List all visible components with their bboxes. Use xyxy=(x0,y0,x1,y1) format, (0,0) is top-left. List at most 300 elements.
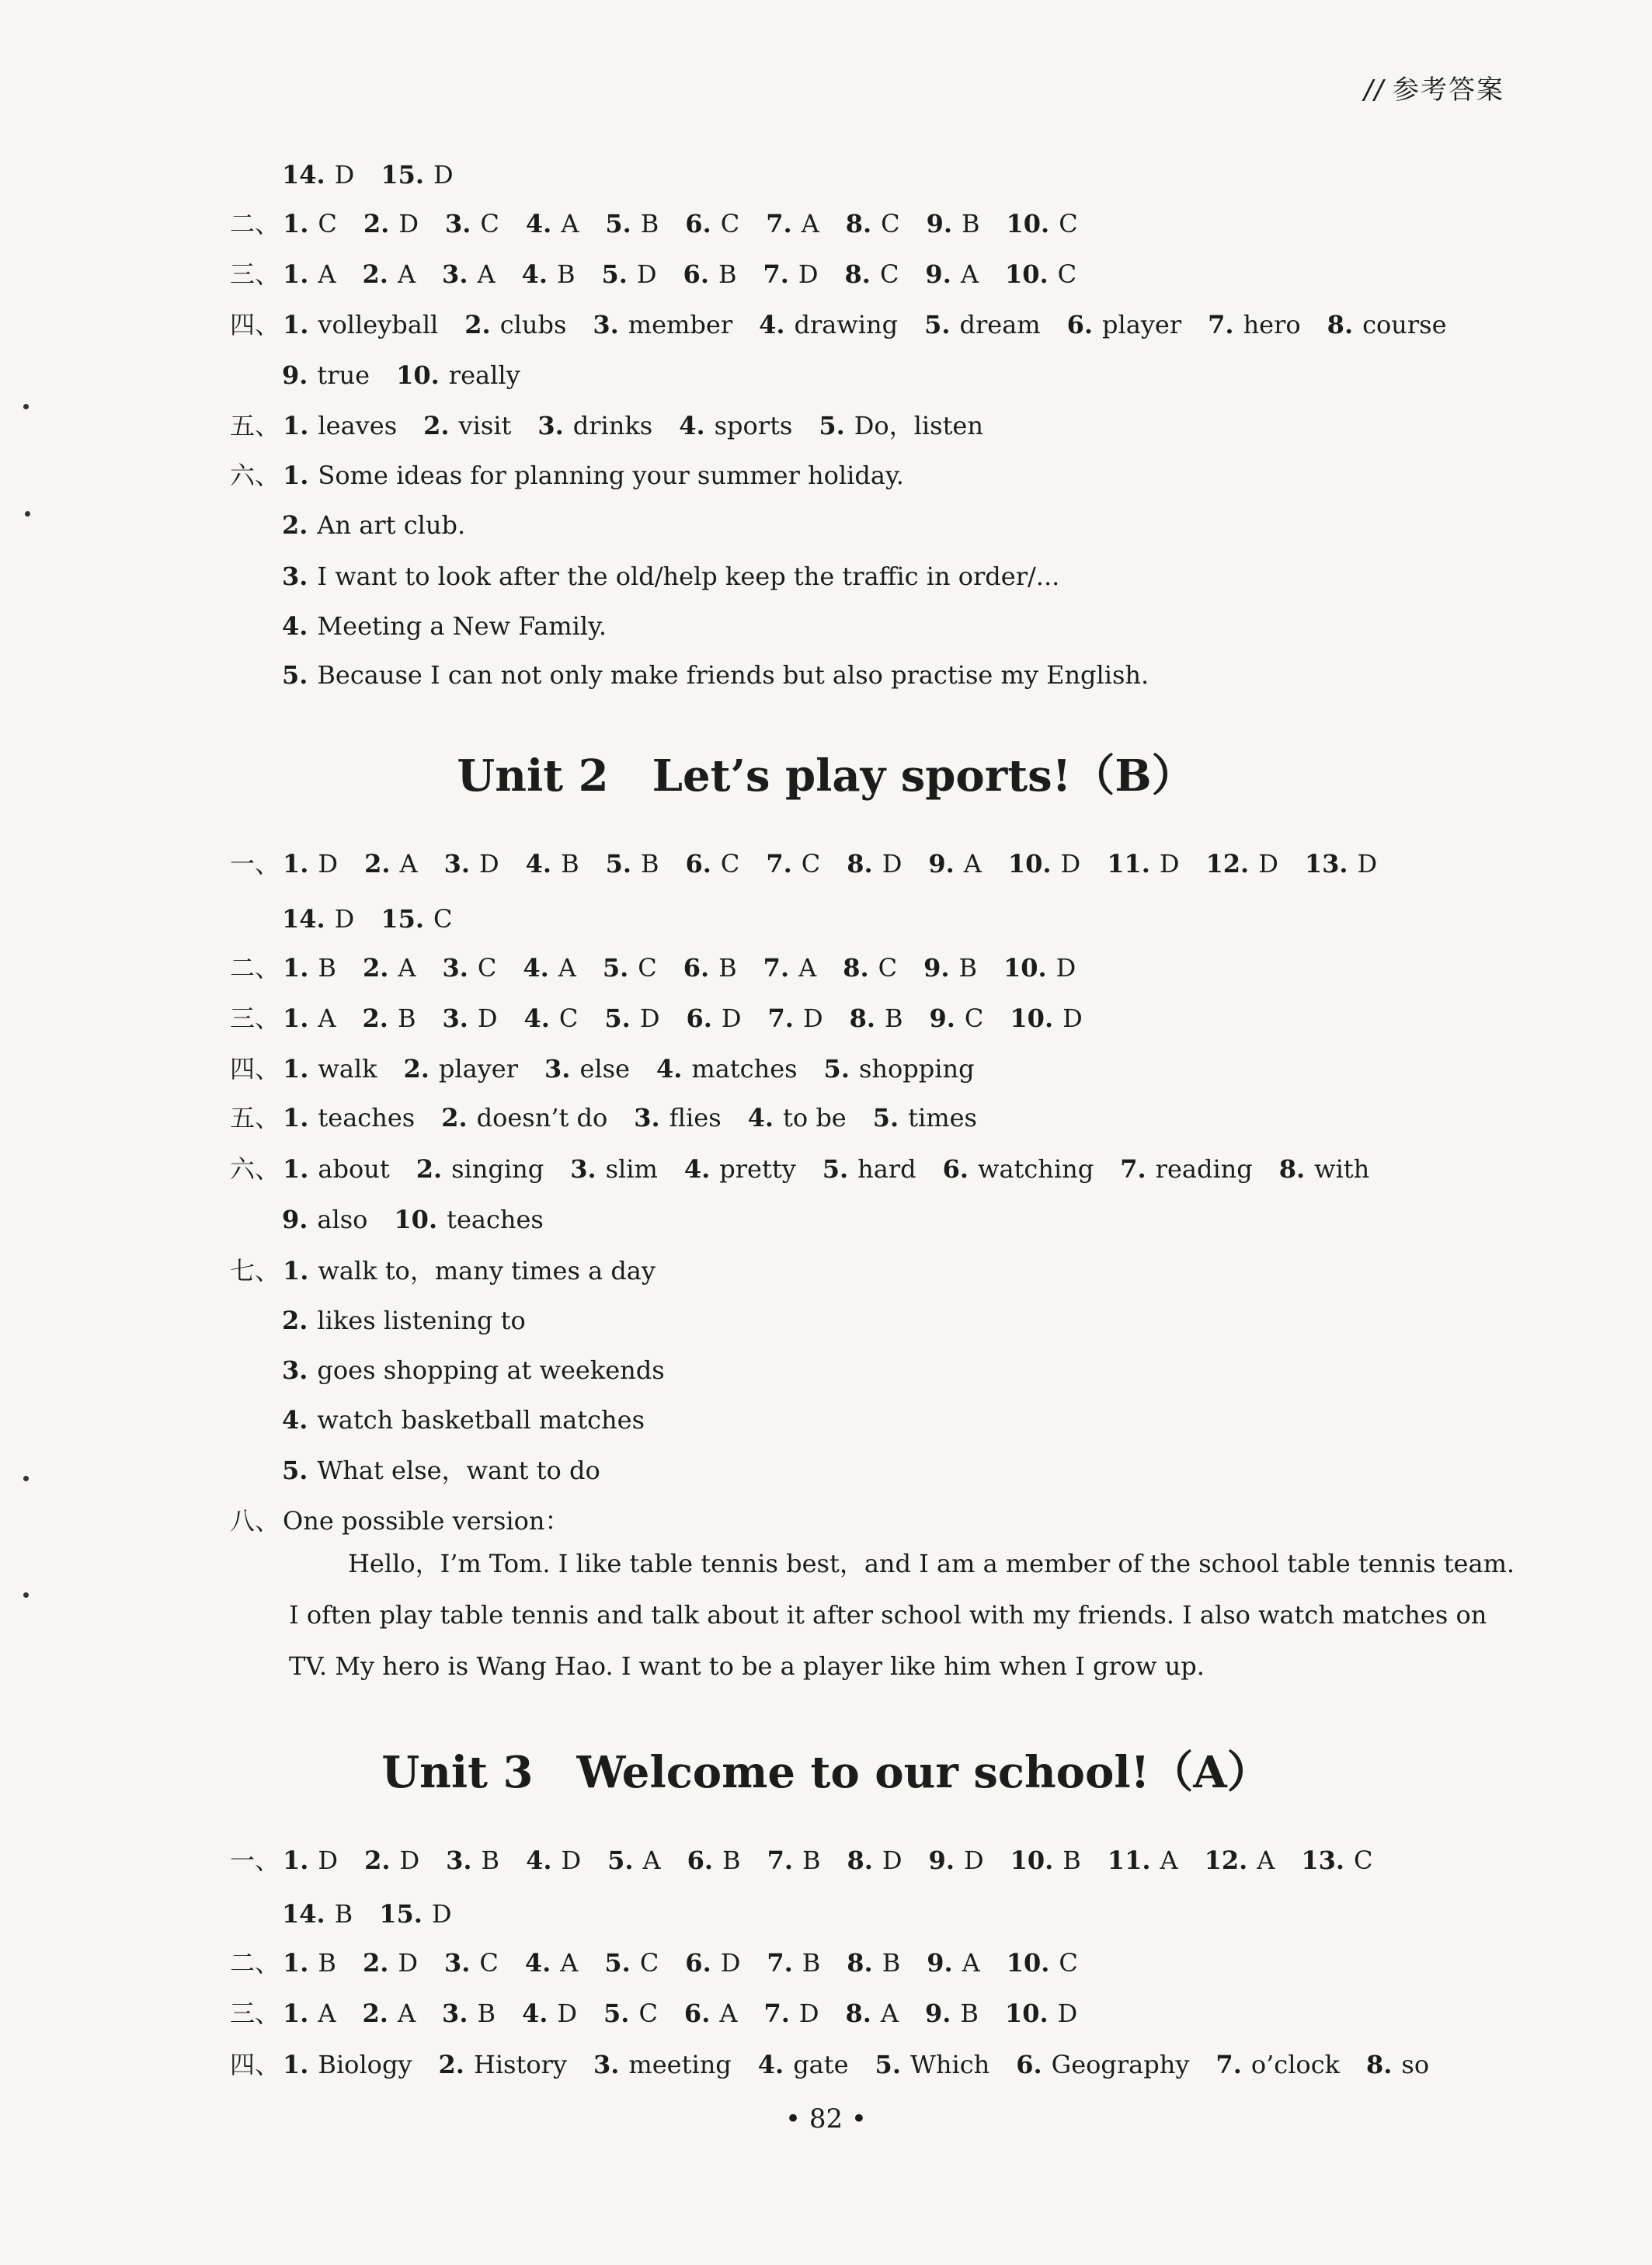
answer-value: goes shopping at weekends xyxy=(317,1355,665,1385)
answer-value: D xyxy=(1062,1004,1083,1033)
question-number: 2. xyxy=(423,411,450,440)
answer-value: true xyxy=(317,360,370,390)
answer-value: C xyxy=(879,259,899,289)
question-number: 5. xyxy=(604,1004,631,1033)
question-number: 10. xyxy=(1006,209,1050,238)
answer-value: A xyxy=(963,849,982,879)
answer-row xyxy=(230,1998,1104,2029)
section-label: 二、 xyxy=(230,953,280,983)
answer-value: meeting xyxy=(628,2050,732,2079)
question-number: 3. xyxy=(593,310,619,339)
question-number: 2. xyxy=(364,849,391,879)
question-number: 12. xyxy=(1205,849,1250,879)
question-number: 6. xyxy=(1016,2050,1042,2079)
answer-row xyxy=(230,848,1403,879)
question-number: 5. xyxy=(607,1846,634,1875)
question-number: 4. xyxy=(525,209,552,238)
answer-value: C xyxy=(479,1948,499,1978)
question-number: 4. xyxy=(759,310,785,339)
question-number: 7. xyxy=(767,1004,794,1033)
question-number: 3. xyxy=(443,849,470,879)
question-number: 8. xyxy=(847,1846,873,1875)
answer-value: likes listening to xyxy=(317,1306,526,1335)
answer-value: A xyxy=(560,1948,579,1978)
answer-value: B xyxy=(477,1999,496,2028)
answer-row xyxy=(230,1845,1400,1876)
header-slash-icon: // xyxy=(1364,75,1385,106)
question-number: 4. xyxy=(683,1154,711,1184)
question-number: 10. xyxy=(396,360,440,390)
answer-value: D xyxy=(561,1846,582,1875)
question-number: 15. xyxy=(381,904,424,934)
answer-value: A xyxy=(719,1999,738,2028)
question-number: 9. xyxy=(928,1846,955,1875)
question-number: 3. xyxy=(442,1004,468,1033)
answer-value: B xyxy=(802,1846,821,1875)
question-number: 4. xyxy=(656,1054,683,1084)
answer-value: watching xyxy=(978,1154,1094,1184)
section-label: 四、 xyxy=(230,310,280,339)
answer-value: course xyxy=(1362,310,1447,339)
question-number: 1. xyxy=(283,209,309,238)
answer-row xyxy=(230,1102,1003,1133)
answer-value: A xyxy=(642,1846,661,1875)
question-number: 9. xyxy=(925,1999,951,2028)
answer-row xyxy=(230,1505,596,1536)
question-number: 2. xyxy=(362,1948,389,1978)
question-number: 7. xyxy=(763,259,789,289)
question-number: 9. xyxy=(929,1004,955,1033)
answer-value: C xyxy=(480,209,499,238)
answer-row xyxy=(230,410,1010,441)
answer-value: C xyxy=(477,953,497,983)
answer-value: D xyxy=(557,1999,578,2028)
answer-value: o’clock xyxy=(1250,2050,1340,2079)
answer-value: C xyxy=(638,953,657,983)
answer-value: clubs xyxy=(499,310,567,339)
question-number: 8. xyxy=(844,259,871,289)
answer-value: flies xyxy=(669,1103,722,1132)
question-number: 14. xyxy=(282,1899,325,1929)
question-number: 4. xyxy=(525,849,552,879)
answer-value: watch basketball matches xyxy=(317,1405,645,1435)
answer-value: D xyxy=(636,259,657,289)
question-number: 2. xyxy=(403,1054,430,1084)
answer-row xyxy=(282,1355,691,1386)
answer-row xyxy=(230,1947,1104,1978)
question-number: 10. xyxy=(1003,953,1047,983)
question-number: 9. xyxy=(923,953,950,983)
answer-value: B xyxy=(722,1846,741,1875)
unit-number: Unit 3 xyxy=(381,1747,534,1798)
question-number: 3. xyxy=(544,1054,571,1084)
question-number: 5. xyxy=(604,1948,631,1978)
answer-value: C xyxy=(1354,1846,1373,1875)
answer-value: Meeting a New Family. xyxy=(317,611,607,641)
answer-value: times xyxy=(908,1103,977,1132)
answer-value: D xyxy=(398,1948,418,1978)
question-number: 2. xyxy=(441,1103,468,1132)
question-number: 10. xyxy=(1010,1004,1054,1033)
question-number: 8. xyxy=(849,1004,875,1033)
answer-value: Which xyxy=(909,2050,990,2079)
answer-value: D xyxy=(334,160,355,190)
answer-value: D xyxy=(318,849,339,879)
answer-value: teaches xyxy=(447,1205,544,1234)
answer-value: D xyxy=(1258,849,1278,879)
question-number: 3. xyxy=(537,411,564,440)
answer-value: B xyxy=(958,953,977,983)
answer-value: D xyxy=(398,209,419,238)
answer-row xyxy=(230,2049,1455,2080)
answer-value: matches xyxy=(691,1054,798,1084)
answer-value: D xyxy=(1060,849,1081,879)
answer-value: One possible version： xyxy=(283,1506,570,1536)
answer-value: dream xyxy=(959,310,1041,339)
section-label: 七、 xyxy=(230,1256,280,1286)
answer-value: C xyxy=(433,904,453,934)
question-number: 8. xyxy=(845,209,872,238)
question-number: 3. xyxy=(442,259,468,289)
answer-value: A xyxy=(960,259,979,289)
answer-row xyxy=(282,360,547,391)
answer-value: A xyxy=(798,953,817,983)
answer-value: with xyxy=(1314,1154,1370,1184)
answer-value: so xyxy=(1401,2050,1430,2079)
question-number: 5. xyxy=(822,1154,849,1184)
section-label: 四、 xyxy=(230,2050,280,2079)
header-label: 参考答案 xyxy=(1393,75,1504,106)
question-number: 2. xyxy=(464,310,491,339)
answer-value: B xyxy=(481,1846,500,1875)
question-number: 4. xyxy=(747,1103,774,1132)
section-label: 四、 xyxy=(230,1054,280,1084)
answer-value: C xyxy=(639,1948,659,1978)
answer-value: A xyxy=(558,953,576,983)
section-label: 五、 xyxy=(230,411,280,440)
answer-value: B xyxy=(882,1948,901,1978)
question-number: 2. xyxy=(362,1004,388,1033)
section-label: 三、 xyxy=(230,1999,280,2028)
question-number: 1. xyxy=(283,259,309,289)
answer-value: I want to look after the old/help keep the traffic in order/... xyxy=(317,562,1060,591)
answer-value: hero xyxy=(1243,310,1301,339)
margin-dot-mark xyxy=(23,1476,29,1481)
margin-dot-mark xyxy=(23,1592,29,1598)
answer-value: D xyxy=(1057,1999,1078,2028)
answer-value: B xyxy=(885,1004,903,1033)
answer-row xyxy=(282,611,633,642)
answer-value: B xyxy=(561,849,579,879)
question-number: 9. xyxy=(282,360,308,390)
question-number: 8. xyxy=(1327,310,1354,339)
answer-row xyxy=(282,659,1175,691)
question-number: 4. xyxy=(679,411,705,440)
question-number: 6. xyxy=(685,1948,711,1978)
running-header xyxy=(1364,68,1504,106)
question-number: 5. xyxy=(605,849,631,879)
answer-value: An art club. xyxy=(317,510,466,540)
section-label: 一、 xyxy=(230,849,280,879)
answer-value: shopping xyxy=(858,1054,975,1084)
question-number: 14. xyxy=(282,160,325,190)
answer-row xyxy=(230,460,930,491)
answer-row xyxy=(230,952,1102,983)
answer-value: A xyxy=(801,209,819,238)
answer-value: reading xyxy=(1155,1154,1253,1184)
answer-value: A xyxy=(318,1999,336,2028)
question-number: 1. xyxy=(283,1004,309,1033)
answer-row xyxy=(282,1404,671,1435)
question-number: 4. xyxy=(523,953,549,983)
question-number: 8. xyxy=(843,953,869,983)
answer-value: D xyxy=(802,1004,823,1033)
question-number: 10. xyxy=(1010,1846,1054,1875)
answer-value: C xyxy=(1059,1948,1078,1978)
answer-value: D xyxy=(1056,953,1076,983)
answer-value: else xyxy=(579,1054,630,1084)
answer-value: volleyball xyxy=(318,310,439,339)
question-number: 3. xyxy=(442,953,468,983)
section-label: 六、 xyxy=(230,461,280,490)
question-number: 1. xyxy=(283,1103,309,1132)
answer-value: teaches xyxy=(318,1103,416,1132)
answer-value: D xyxy=(431,1899,452,1929)
answer-value: D xyxy=(399,1846,420,1875)
answer-value: A xyxy=(318,259,336,289)
answer-value: D xyxy=(720,1948,741,1978)
answer-value: gate xyxy=(793,2050,849,2079)
answer-row xyxy=(282,903,478,934)
question-number: 2. xyxy=(282,510,308,540)
question-number: 15. xyxy=(379,1899,423,1929)
question-number: 6. xyxy=(686,1004,712,1033)
answer-value: B xyxy=(802,1948,821,1978)
answer-value: D xyxy=(882,849,903,879)
answer-value: B xyxy=(318,953,336,983)
question-number: 10. xyxy=(394,1205,438,1234)
question-number: 7. xyxy=(1216,2050,1242,2079)
question-number: 3. xyxy=(444,209,471,238)
answer-value: B xyxy=(1062,1846,1081,1875)
question-number: 1. xyxy=(283,310,309,339)
unit-title xyxy=(0,742,1652,804)
answer-value: sports xyxy=(714,411,793,440)
question-number: 4. xyxy=(282,611,308,641)
question-number: 7. xyxy=(1120,1154,1146,1184)
answer-value: C xyxy=(638,1999,658,2028)
answer-value: drinks xyxy=(572,411,653,440)
answer-value: B xyxy=(318,1948,336,1978)
answer-value: C xyxy=(801,849,821,879)
answer-row xyxy=(282,159,480,190)
answer-value: What else，want to do xyxy=(317,1456,600,1485)
answer-value: A xyxy=(477,259,496,289)
question-number: 5. xyxy=(872,1103,899,1132)
answer-value: doesn’t do xyxy=(476,1103,608,1132)
answer-value: to be xyxy=(783,1103,847,1132)
answer-value: D xyxy=(882,1846,903,1875)
question-number: 5. xyxy=(823,1054,850,1084)
answer-value: about xyxy=(318,1154,390,1184)
question-number: 5. xyxy=(924,310,951,339)
question-number: 5. xyxy=(875,2050,901,2079)
answer-value: D xyxy=(963,1846,984,1875)
answer-value: C xyxy=(881,209,900,238)
question-number: 7. xyxy=(763,1999,790,2028)
question-number: 1. xyxy=(283,1154,309,1184)
section-label: 二、 xyxy=(230,209,280,238)
answer-value: A xyxy=(1257,1846,1275,1875)
question-number: 1. xyxy=(283,953,309,983)
question-number: 9. xyxy=(927,1948,953,1978)
model-essay: Hello，I’m Tom. I like table tennis best，and I am a member of the school table tennis team. I often play table tennis and talk about it after school with my friends. I also watch matches on TV. My hero is Wang Hao. I want to be a player like him when I grow up. xyxy=(289,1549,1515,1681)
answer-row xyxy=(230,1255,682,1286)
answer-value: B xyxy=(960,1999,979,2028)
answer-value: member xyxy=(628,310,733,339)
answer-value: C xyxy=(964,1004,984,1033)
answer-row xyxy=(230,309,1473,340)
question-number: 5. xyxy=(282,1456,308,1485)
answer-value: Some ideas for planning your summer holiday. xyxy=(318,461,904,490)
answer-row xyxy=(282,1898,478,1929)
answer-value: D xyxy=(798,259,819,289)
answer-value: B xyxy=(718,259,737,289)
question-number: 3. xyxy=(442,1999,468,2028)
answer-row xyxy=(282,1305,552,1336)
question-number: 2. xyxy=(363,209,390,238)
question-number: 4. xyxy=(521,259,548,289)
answer-value: Biology xyxy=(318,2050,412,2079)
answer-value: singing xyxy=(451,1154,544,1184)
question-number: 1. xyxy=(283,849,309,879)
answer-value: Do，listen xyxy=(854,411,983,440)
answer-value: D xyxy=(798,1999,819,2028)
question-number: 9. xyxy=(925,259,951,289)
bullet-left-icon: • xyxy=(784,2103,809,2135)
question-number: 10. xyxy=(1004,259,1049,289)
question-number: 3. xyxy=(593,2050,620,2079)
question-number: 2. xyxy=(362,953,389,983)
answer-value: C xyxy=(558,1004,579,1033)
question-number: 6. xyxy=(685,849,711,879)
margin-dot-mark xyxy=(23,404,29,409)
question-number: 13. xyxy=(1301,1846,1345,1875)
question-number: 2. xyxy=(282,1306,308,1335)
answer-value: D xyxy=(639,1004,660,1033)
answer-row xyxy=(282,1204,570,1235)
answer-value: walk xyxy=(318,1054,377,1084)
question-number: 2. xyxy=(362,1999,388,2028)
question-number: 3. xyxy=(570,1154,596,1184)
question-number: 9. xyxy=(928,849,955,879)
question-number: 5. xyxy=(603,1999,630,2028)
section-label: 八、 xyxy=(230,1506,280,1536)
answer-value: C xyxy=(1057,259,1077,289)
answer-row xyxy=(282,510,492,541)
question-number: 4. xyxy=(521,1999,548,2028)
answer-value: A xyxy=(399,849,418,879)
bullet-right-icon: • xyxy=(843,2103,867,2135)
question-number: 1. xyxy=(283,1948,309,1978)
unit-number: Unit 2 xyxy=(457,750,609,802)
question-number: 2. xyxy=(416,1154,443,1184)
answer-value: D xyxy=(433,160,454,190)
answer-value: A xyxy=(398,953,416,983)
answer-value: visit xyxy=(458,411,512,440)
answer-value: player xyxy=(438,1054,519,1084)
answer-value: drawing xyxy=(794,310,899,339)
answer-value: walk to，many times a day xyxy=(318,1256,656,1286)
answer-value: D xyxy=(479,849,499,879)
answer-value: C xyxy=(1059,209,1078,238)
answer-row xyxy=(230,1053,1001,1084)
question-number: 2. xyxy=(438,2050,464,2079)
page-number-value: 82 xyxy=(809,2103,843,2135)
question-number: 12. xyxy=(1204,1846,1248,1875)
answer-value: A xyxy=(1160,1846,1178,1875)
question-number: 3. xyxy=(282,1355,308,1385)
question-number: 1. xyxy=(283,1054,309,1084)
answer-value: A xyxy=(561,209,579,238)
question-number: 4. xyxy=(757,2050,784,2079)
question-number: 14. xyxy=(282,904,325,934)
question-number: 10. xyxy=(1007,849,1052,879)
page-number xyxy=(0,2103,1652,2135)
answer-value: B xyxy=(962,209,980,238)
question-number: 6. xyxy=(685,209,711,238)
answer-value: History xyxy=(473,2050,567,2079)
section-label: 五、 xyxy=(230,1103,280,1132)
answer-value: A xyxy=(880,1999,899,2028)
question-number: 7. xyxy=(1208,310,1234,339)
question-number: 3. xyxy=(634,1103,660,1132)
question-number: 4. xyxy=(526,1846,552,1875)
answer-value: B xyxy=(334,1899,353,1929)
answer-value: B xyxy=(718,953,737,983)
answer-value: Because I can not only make friends but also practise my English. xyxy=(317,660,1149,690)
question-number: 10. xyxy=(1004,1999,1049,2028)
question-number: 6. xyxy=(683,953,710,983)
question-number: 8. xyxy=(847,1948,873,1978)
question-number: 10. xyxy=(1006,1948,1050,1978)
answer-value: D xyxy=(721,1004,742,1033)
question-number: 8. xyxy=(847,849,873,879)
answer-value: D xyxy=(334,904,355,934)
answer-value: player xyxy=(1102,310,1182,339)
answer-value: D xyxy=(477,1004,498,1033)
section-label: 三、 xyxy=(230,259,280,289)
question-number: 7. xyxy=(767,1846,793,1875)
answer-value: D xyxy=(1159,849,1180,879)
question-number: 6. xyxy=(683,259,709,289)
question-number: 2. xyxy=(362,259,388,289)
answer-value: B xyxy=(640,849,659,879)
answer-value: hard xyxy=(857,1154,916,1184)
question-number: 7. xyxy=(767,1948,793,1978)
answer-row xyxy=(230,1003,1109,1034)
question-number: 7. xyxy=(763,953,790,983)
answer-value: also xyxy=(317,1205,368,1234)
question-number: 8. xyxy=(1278,1154,1306,1184)
margin-dot-mark xyxy=(25,511,30,517)
question-number: 1. xyxy=(283,1999,309,2028)
answer-value: leaves xyxy=(318,411,398,440)
question-number: 5. xyxy=(819,411,845,440)
question-number: 4. xyxy=(282,1405,308,1435)
answer-value: A xyxy=(397,259,416,289)
unit-name: Let’s play sports!（B） xyxy=(652,750,1195,802)
